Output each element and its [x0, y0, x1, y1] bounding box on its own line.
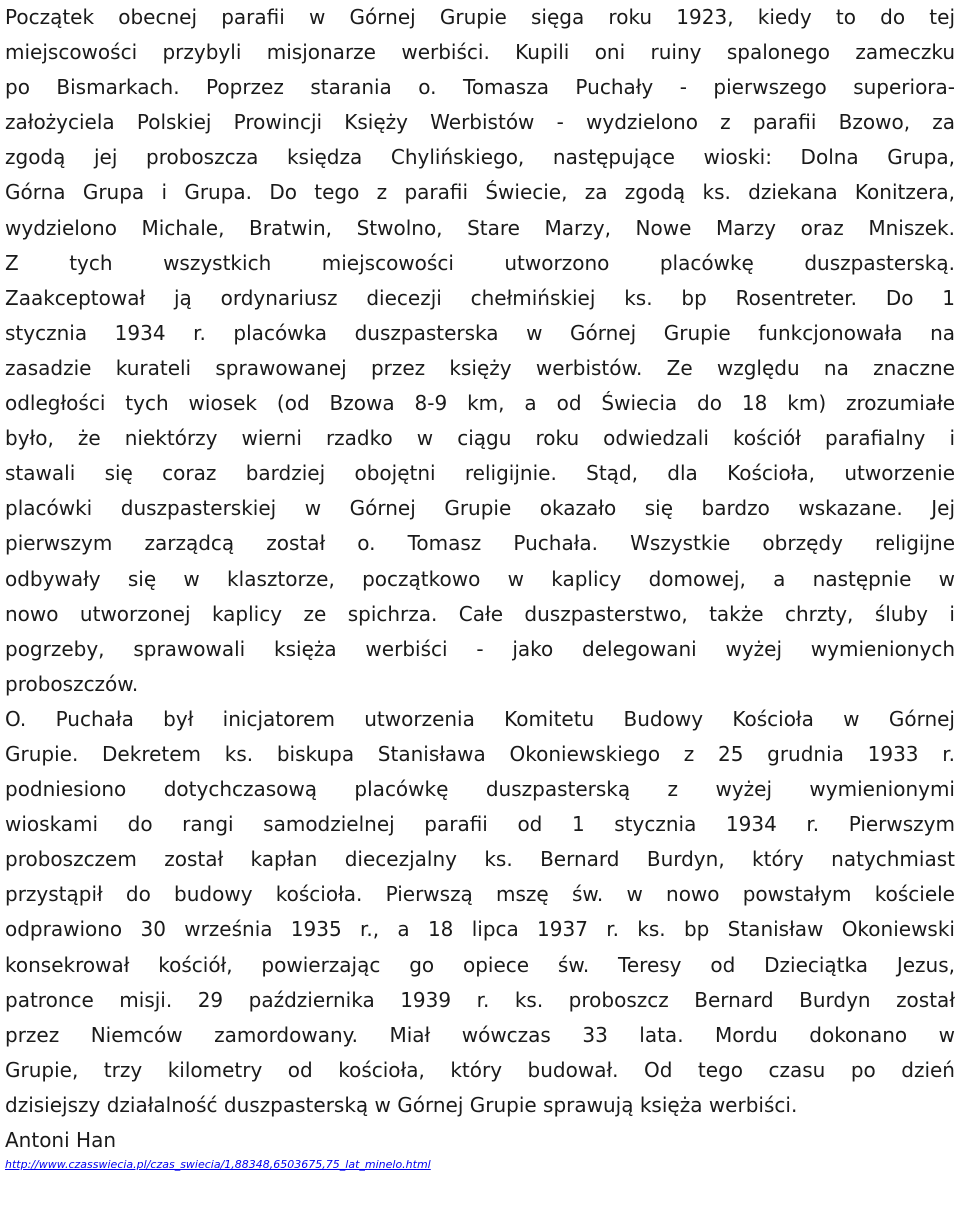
text-line: założyciela Polskiej Prowincji Księży Werbistów - wydzielono z parafii Bzowo, za: [5, 110, 955, 135]
text-line: Z tych wszystkich miejscowości utworzono placówkę duszpasterską.: [5, 250, 955, 275]
text-line: dzisiejszy działalność duszpasterską w Górnej Grupie sprawują księża werbiści.: [5, 1092, 798, 1117]
text-line: Zaakceptował ją ordynariusz diecezji chełmińskiej ks. bp Rosentreter. Do 1: [5, 285, 955, 310]
text-line: wydzielono Michale, Bratwin, Stwolno, Stare Marzy, Nowe Marzy oraz Mniszek.: [5, 215, 955, 240]
text-line: konsekrował kościół, powierzając go opiece św. Teresy od Dzieciątka Jezus,: [5, 952, 955, 977]
text-line: Grupie, trzy kilometry od kościoła, który budował. Od tego czasu po dzień: [5, 1057, 955, 1082]
author-signature: Antoni Han: [5, 1128, 116, 1152]
text-line: wioskami do rangi samodzielnej parafii od 1 stycznia 1934 r. Pierwszym: [5, 812, 955, 837]
text-line: O. Puchała był inicjatorem utworzenia Komitetu Budowy Kościoła w Górnej: [5, 706, 955, 731]
text-line: stawali się coraz bardziej obojętni religijnie. Stąd, dla Kościoła, utworzenie: [5, 461, 955, 486]
text-line: odprawiono 30 września 1935 r., a 18 lipca 1937 r. ks. bp Stanisław Okoniewski: [5, 917, 955, 942]
text-line: placówki duszpasterskiej w Górnej Grupie okazało się bardzo wskazane. Jej: [5, 496, 955, 521]
text-line: zasadzie kurateli sprawowanej przez księży werbistów. Ze względu na znaczne: [5, 355, 955, 380]
text-line: patronce misji. 29 października 1939 r. ks. proboszcz Bernard Burdyn został: [5, 987, 955, 1012]
text-line: podniesiono dotychczasową placówkę duszpasterską z wyżej wymienionymi: [5, 777, 955, 802]
source-link[interactable]: http://www.czasswiecia.pl/czas_swiecia/1,88348,6503675,75_lat_minelo.html: [5, 1158, 431, 1171]
text-line: pierwszym zarządcą został o. Tomasz Puchała. Wszystkie obrzędy religijne: [5, 531, 955, 556]
text-line: stycznia 1934 r. placówka duszpasterska w Górnej Grupie funkcjonowała na: [5, 320, 955, 345]
text-line: zgodą jej proboszcza księdza Chylińskiego, następujące wioski: Dolna Grupa,: [5, 145, 955, 170]
text-line: odległości tych wiosek (od Bzowa 8-9 km, a od Świecia do 18 km) zrozumiałe: [5, 391, 955, 416]
text-line: proboszczem został kapłan diecezjalny ks. Bernard Burdyn, który natychmiast: [5, 847, 955, 872]
text-line: przez Niemców zamordowany. Miał wówczas 33 lata. Mordu dokonano w: [5, 1022, 955, 1047]
text-line: Grupie. Dekretem ks. biskupa Stanisława Okoniewskiego z 25 grudnia 1933 r.: [5, 741, 955, 766]
text-line: nowo utworzonej kaplicy ze spichrza. Całe duszpasterstwo, także chrzty, śluby i: [5, 601, 955, 626]
text-line: pogrzeby, sprawowali księża werbiści - jako delegowani wyżej wymienionych: [5, 636, 955, 661]
article-body: [5, 0, 955, 1123]
text-line: odbywały się w klasztorze, początkowo w kaplicy domowej, a następnie w: [5, 566, 955, 591]
text-line: przystąpił do budowy kościoła. Pierwszą mszę św. w nowo powstałym kościele: [5, 882, 955, 907]
text-line: było, że niektórzy wierni rzadko w ciągu roku odwiedzali kościół parafialny i: [5, 426, 955, 451]
text-line: Górna Grupa i Grupa. Do tego z parafii Świecie, za zgodą ks. dziekana Konitzera,: [5, 180, 955, 205]
text-line: miejscowości przybyli misjonarze werbiści. Kupili oni ruiny spalonego zameczku: [5, 40, 955, 65]
text-line: Początek obecnej parafii w Górnej Grupie sięga roku 1923, kiedy to do tej: [5, 5, 955, 29]
text-line: po Bismarkach. Poprzez starania o. Tomasza Puchały - pierwszego superiora-: [5, 75, 955, 100]
text-line: proboszczów.: [5, 671, 139, 696]
